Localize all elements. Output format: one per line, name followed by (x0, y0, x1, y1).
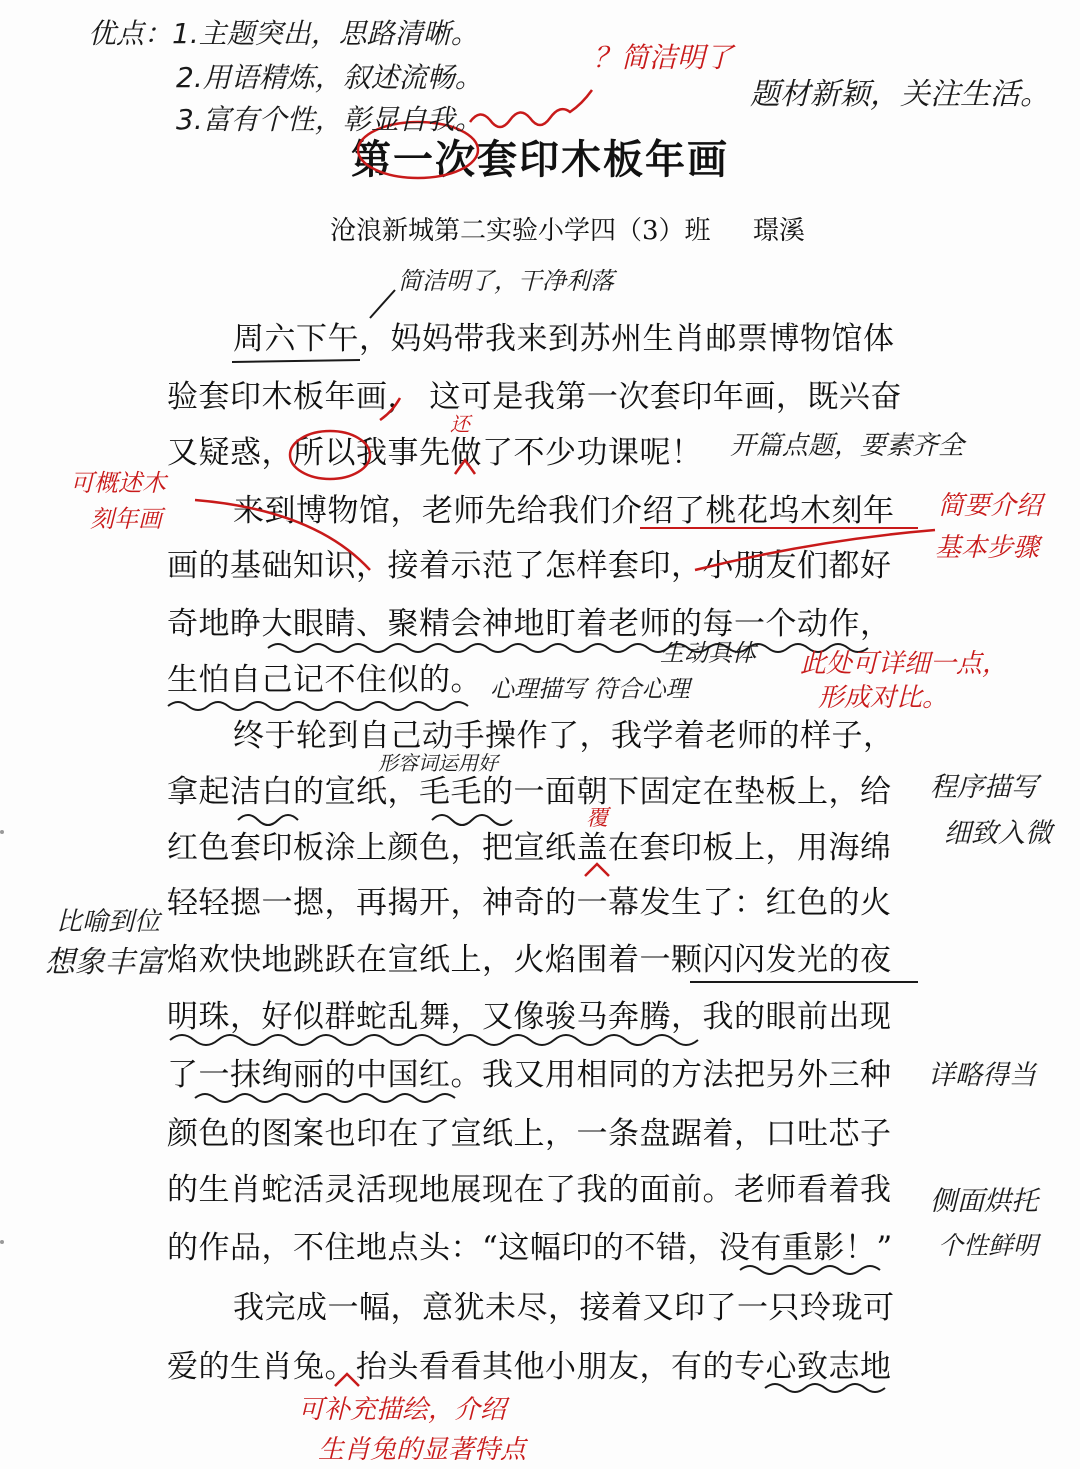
underline-mark (232, 360, 360, 362)
text-line: 了一抹绚丽的中国红。我又用相同的方法把另外三种 (167, 1057, 892, 1093)
text-line: 奇地睁大眼睛、聚精会神地盯着老师的每一个动作， (167, 606, 892, 642)
wavy-underline-mark (238, 815, 298, 825)
note-side-2: 个性鲜明 (938, 1231, 1039, 1260)
wavy-arrow-mark (470, 90, 592, 127)
note-opening: 开篇点题，要素齐全 (730, 431, 965, 461)
note-brief-2: 基本步骤 (935, 533, 1040, 563)
note-outline-2: 刻年画 (90, 505, 162, 533)
text-line: 的生肖蛇活灵活现地展现在了我的面前。老师看着我 (167, 1172, 892, 1208)
note-psych: 心理描写 符合心理 (490, 675, 690, 703)
note-detail-2: 形成对比。 (818, 683, 949, 713)
text-line: 焰欢快地跳跃在宣纸上，火焰围着一颗闪闪发光的夜 (167, 942, 892, 978)
note-side-1: 侧面烘托 (930, 1186, 1038, 1217)
arrow-mark (370, 290, 395, 318)
scan-dot (0, 1240, 4, 1244)
note-detail-balance: 详略得当 (928, 1060, 1036, 1091)
wavy-underline-mark (170, 1035, 698, 1045)
byline (330, 210, 805, 247)
note-topic: 题材新颖，关注生活。 (750, 77, 1050, 112)
text-line: 生怕自己记不住似的。 (167, 662, 482, 698)
text-line: 颜色的图案也印在了宣纸上，一条盘踞着，口吐芯子 (167, 1116, 892, 1152)
note-huan: 还 (450, 412, 470, 436)
note-process-1: 程序描写 (930, 772, 1038, 803)
text-line: 轻轻摁一摁，再揭开，神奇的一幕发生了：红色的火 (167, 885, 892, 921)
text-line: 的作品，不住地点头：“这幅印的不错，没有重影！” (167, 1230, 893, 1266)
note-strengths-1: 优点：1.主题突出，思路清晰。 (88, 17, 479, 50)
note-outline-1: 可概述木 (70, 469, 166, 497)
note-detail-1: 此处可详细一点， (800, 649, 1009, 679)
text-line: 周六下午，妈妈带我来到苏州生肖邮票博物馆体 (233, 321, 895, 357)
text-line: 明珠，好似群蛇乱舞，又像骏马奔腾，我的眼前出现 (167, 999, 892, 1035)
note-brief-1: 简要介绍 (938, 491, 1043, 521)
wavy-underline-mark (740, 1266, 880, 1274)
text-line: 我完成一幅，意犹未尽，接着又印了一只玲珑可 (233, 1290, 895, 1326)
text-line: 来到博物馆，老师先给我们介绍了桃花坞木刻年 (233, 493, 895, 529)
text-line: 拿起洁白的宣纸，毛毛的一面朝下固定在垫板上，给 (167, 774, 892, 810)
essay-title: 第一次套印木板年画 (351, 136, 729, 183)
note-metaphor-2: 想象丰富 (45, 945, 165, 980)
text-line: 终于轮到自己动手操作了，我学着老师的样子， (233, 718, 895, 754)
note-metaphor-1: 比喻到位 (56, 907, 161, 937)
note-vivid: 生动具体 (660, 639, 756, 667)
note-add-desc-2: 生肖兔的显著特点 (318, 1435, 527, 1465)
note-concise-question: ？简洁明了 (593, 41, 734, 74)
note-strengths-3: 3.富有个性，彰显自我。 (176, 103, 483, 136)
wavy-underline-mark (195, 1094, 455, 1102)
note-add-desc-1: 可补充描绘，介绍 (298, 1395, 507, 1425)
text-line: 红色套印板涂上颜色，把宣纸盖在套印板上，用海绵 (167, 830, 892, 866)
text-line: 画的基础知识，接着示范了怎样套印，小朋友们都好 (167, 548, 892, 584)
wavy-underline-mark (765, 1384, 885, 1392)
text-line: 验套印木板年画， 这可是我第一次套印年画，既兴奋 (167, 379, 902, 415)
text-line: 又疑惑，所以我事先做了不少功课呢！ (167, 435, 703, 471)
school-name: 沧浪新城第二实验小学四（3）班 (330, 216, 711, 246)
note-strengths-2: 2.用语精炼，叙述流畅。 (176, 61, 483, 94)
wavy-underline-mark (268, 644, 868, 652)
text-line: 爱的生肖兔。抬头看看其他小朋友，有的专心致志地 (167, 1349, 892, 1385)
author-name: 璟溪 (752, 216, 805, 246)
note-adjective: 形容词运用好 (378, 751, 498, 775)
note-process-2: 细致入微 (944, 818, 1052, 849)
scan-dot (0, 830, 4, 834)
note-concise-clean: 简洁明了，干净利落 (398, 267, 614, 295)
wavy-underline-mark (168, 702, 468, 710)
note-fu: 覆 (586, 806, 609, 831)
wavy-underline-mark (432, 815, 512, 825)
